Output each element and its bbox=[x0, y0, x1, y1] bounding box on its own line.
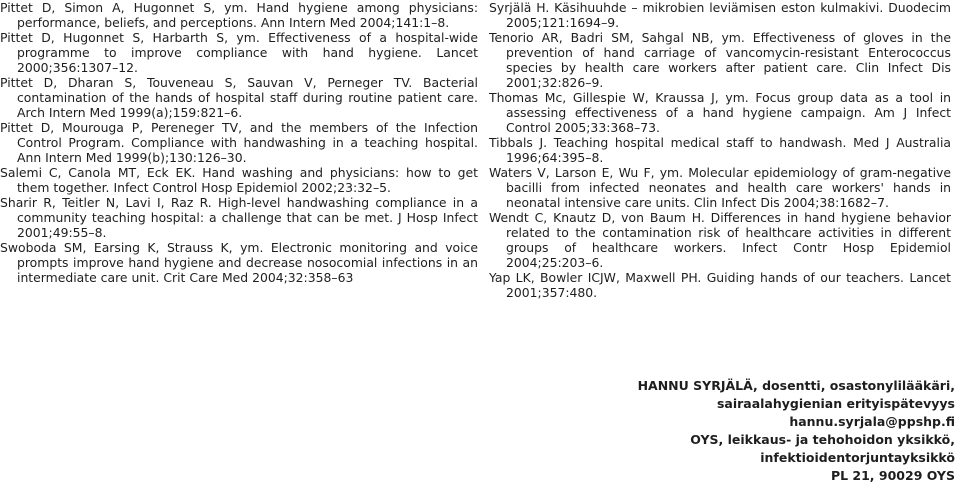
reference-item: Tenorio AR, Badri SM, Sahgal NB, ym. Effectiveness of gloves in the prevention of hand carriage of vancomycin-resistant Enterococcus species by health care workers after patient care. Clin Infect Dis 2001;32:826–9. bbox=[489, 30, 951, 90]
reference-item: Pittet D, Dharan S, Touveneau S, Sauvan V, Perneger TV. Bacterial contamination of the hands of hospital staff during routine patient care. Arch Intern Med 1999(a);159:821–6. bbox=[0, 75, 478, 120]
reference-item: Pittet D, Simon A, Hugonnet S, ym. Hand hygiene among physicians: performance, beliefs, and perceptions. Ann Intern Med 2004;141:1–8. bbox=[0, 0, 478, 30]
reference-item: Pittet D, Mourouga P, Pereneger TV, and the members of the Infection Control Program. Compliance with handwashing in a teaching hospital. Ann Intern Med 1999(b);130:126–30. bbox=[0, 120, 478, 165]
reference-item: Sharir R, Teitler N, Lavi I, Raz R. High-level handwashing compliance in a community teaching hospital: a challenge that can be met. J Hosp Infect 2001;49:55–8. bbox=[0, 195, 478, 240]
reference-item: Swoboda SM, Earsing K, Strauss K, ym. Electronic monitoring and voice prompts improve hand hygiene and decrease nosocomial infections in an intermediate care unit. Crit Care Med 2004;32:358–63 bbox=[0, 240, 478, 285]
author-info bbox=[595, 377, 955, 484]
author-email: hannu.syrjala@ppshp.fi bbox=[789, 413, 955, 429]
reference-item: Pittet D, Hugonnet S, Harbarth S, ym. Effectiveness of a hospital-wide programme to improve compliance with hand hygiene. Lancet 2000;356:1307–12. bbox=[0, 30, 478, 75]
reference-item: Tibbals J. Teaching hospital medical staff to handwash. Med J Australia 1996;64:395–8. bbox=[489, 135, 951, 165]
author-address: PL 21, 90029 OYS bbox=[830, 467, 955, 483]
reference-list-left bbox=[0, 0, 478, 285]
author-department: infektioidentorjuntayksikkö bbox=[760, 449, 955, 465]
reference-list-right bbox=[489, 0, 951, 300]
reference-item: Yap LK, Bowler ICJW, Maxwell PH. Guiding hands of our teachers. Lancet 2001;357:480. bbox=[489, 270, 951, 300]
reference-item: Salemi C, Canola MT, Eck EK. Hand washing and physicians: how to get them together. Infect Control Hosp Epidemiol 2002;23:32–5. bbox=[0, 165, 478, 195]
reference-item: Syrjälä H. Käsihuuhde – mikrobien leviämisen eston kulmakivi. Duodecim 2005;121:1694–9. bbox=[489, 0, 951, 30]
reference-item: Waters V, Larson E, Wu F, ym. Molecular epidemiology of gram-negative bacilli from infected neonates and health care workers' hands in neonatal intensive care units. Clin Infect Dis 2004;38:1682–7. bbox=[489, 165, 951, 210]
author-role: sairaalahygienian erityispätevyys bbox=[716, 395, 955, 411]
author-unit: OYS, leikkaus- ja tehohoidon yksikkö, bbox=[690, 431, 955, 447]
reference-item: Thomas Mc, Gillespie W, Kraussa J, ym. Focus group data as a tool in assessing effectiveness of a hand hygiene campaign. Am J Infect Control 2005;33:368–73. bbox=[489, 90, 951, 135]
reference-item: Wendt C, Knautz D, von Baum H. Differences in hand hygiene behavior related to the contamination risk of healthcare activities in different groups of healthcare workers. Infect Contr Hosp Epidemiol 2004;25:203–6. bbox=[489, 210, 951, 270]
author-name-title: HANNU SYRJÄLÄ, dosentti, osastonylilääkäri, bbox=[637, 378, 955, 393]
